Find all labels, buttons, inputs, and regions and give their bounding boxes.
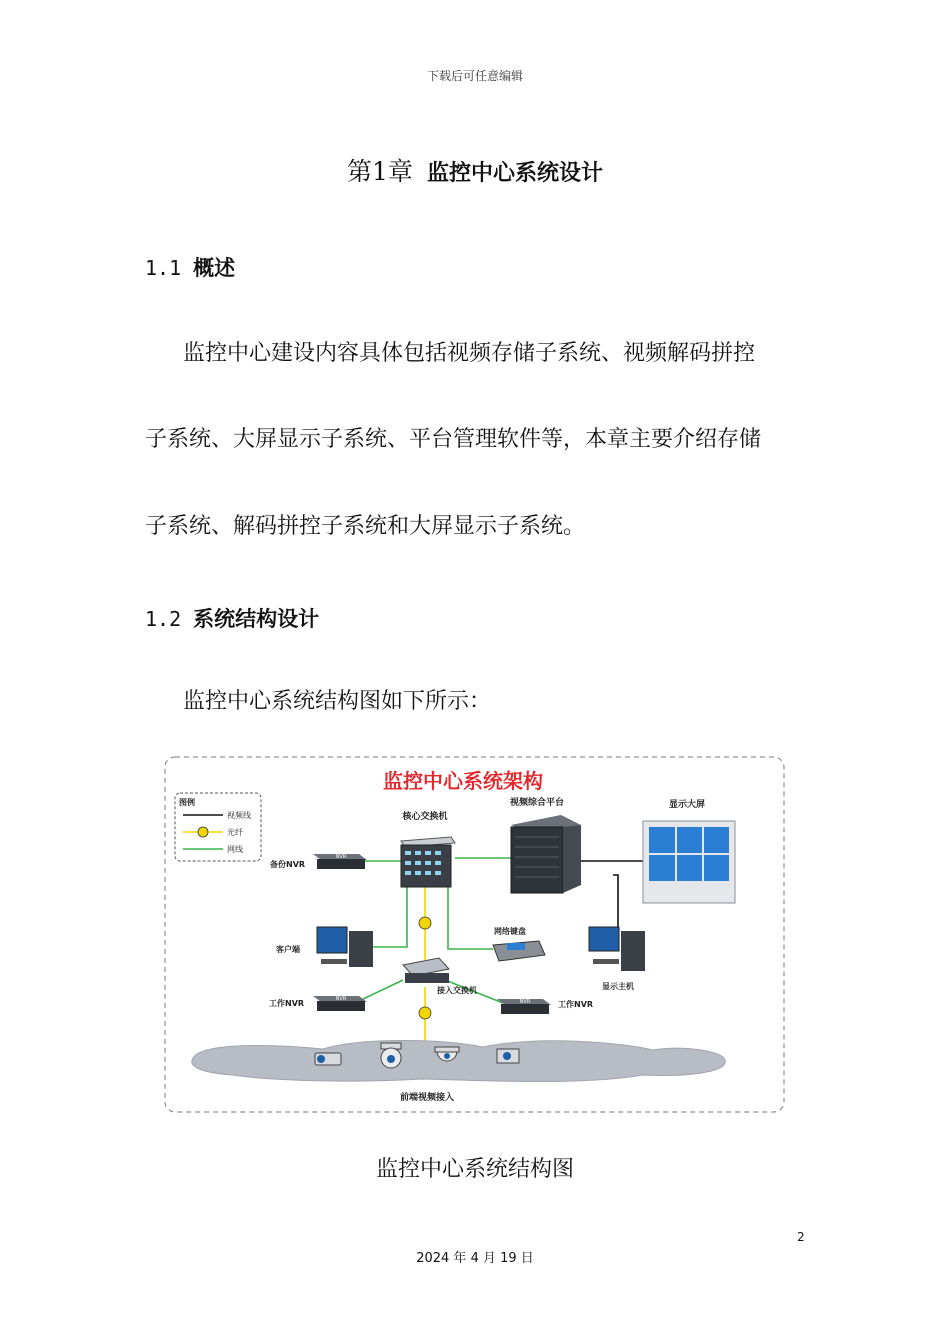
header-note: 下载后可任意编辑: [426, 69, 523, 83]
section-number: 1.2: [145, 607, 182, 631]
client-pc-icon: [317, 927, 373, 967]
label-access-switch: 接入交换机: [437, 986, 477, 995]
page-number: 2: [797, 1230, 805, 1244]
footer-date: 2024 年 4 月 19 日: [416, 1251, 534, 1266]
label-network-keyboard: 网络键盘: [494, 927, 526, 936]
work-nvr-left-icon: [313, 996, 367, 1011]
architecture-diagram: [163, 755, 787, 1117]
section-number: 1.1: [145, 256, 182, 280]
backup-nvr-icon: [313, 854, 367, 869]
label-core-switch: 核心交换机: [402, 812, 448, 822]
core-switch-icon: [401, 837, 455, 887]
legend: [175, 793, 261, 861]
section-heading-overview: [145, 252, 235, 282]
legend-heading: 图例: [179, 798, 195, 807]
diagram-title: 监控中心系统架构: [383, 769, 543, 793]
legend-label: 网线: [227, 845, 243, 854]
section-title: 概述: [193, 256, 236, 280]
fiber-transceiver-icon: [419, 1007, 431, 1019]
paragraph-line: 子系统、解码拼控子系统和大屏显示子系统。: [145, 514, 586, 539]
label-client: 客户端: [276, 945, 300, 954]
bullet-camera-icon: [315, 1053, 341, 1065]
fiber-transceiver-icon: [198, 827, 208, 837]
label-backup-nvr: 备份NVR: [270, 860, 306, 869]
video-wall-icon: [643, 821, 735, 903]
box-camera-icon: [497, 1049, 519, 1063]
label-video-platform: 视频综合平台: [509, 798, 565, 808]
chapter-heading: 监控中心系统设计: [426, 161, 603, 186]
label-display-host: 显示主机: [602, 982, 634, 991]
section-heading-structure: [145, 603, 319, 633]
nvr-tag: NVR: [519, 999, 531, 1005]
label-front-end: 前端视频接入: [399, 1093, 455, 1103]
paragraph-line: 子系统、大屏显示子系统、平台管理软件等，本章主要介绍存储: [145, 427, 762, 452]
label-work-nvr-right: 工作NVR: [558, 1000, 594, 1009]
work-nvr-right-icon: [497, 999, 551, 1014]
label-work-nvr-left: 工作NVR: [269, 999, 305, 1008]
nvr-tag: NVR: [335, 854, 347, 860]
fiber-transceiver-icon: [419, 917, 431, 929]
nvr-tag: NVR: [335, 996, 347, 1002]
figure-caption: 监控中心系统结构图: [375, 1157, 574, 1182]
legend-label: 视频线: [227, 811, 251, 820]
paragraph-line: 监控中心建设内容具体包括视频存储子系统、视频解码拼控: [183, 341, 756, 366]
video-platform-icon: [511, 815, 581, 893]
section-title: 系统结构设计: [193, 607, 320, 631]
chapter-number: 第1章: [347, 157, 413, 186]
chapter-title: [0, 152, 950, 188]
label-big-screen: 显示大屏: [668, 800, 706, 810]
legend-label: 光纤: [227, 828, 243, 837]
speed-dome-camera-icon: [381, 1043, 401, 1068]
structure-intro: 监控中心系统结构图如下所示：: [183, 689, 492, 714]
